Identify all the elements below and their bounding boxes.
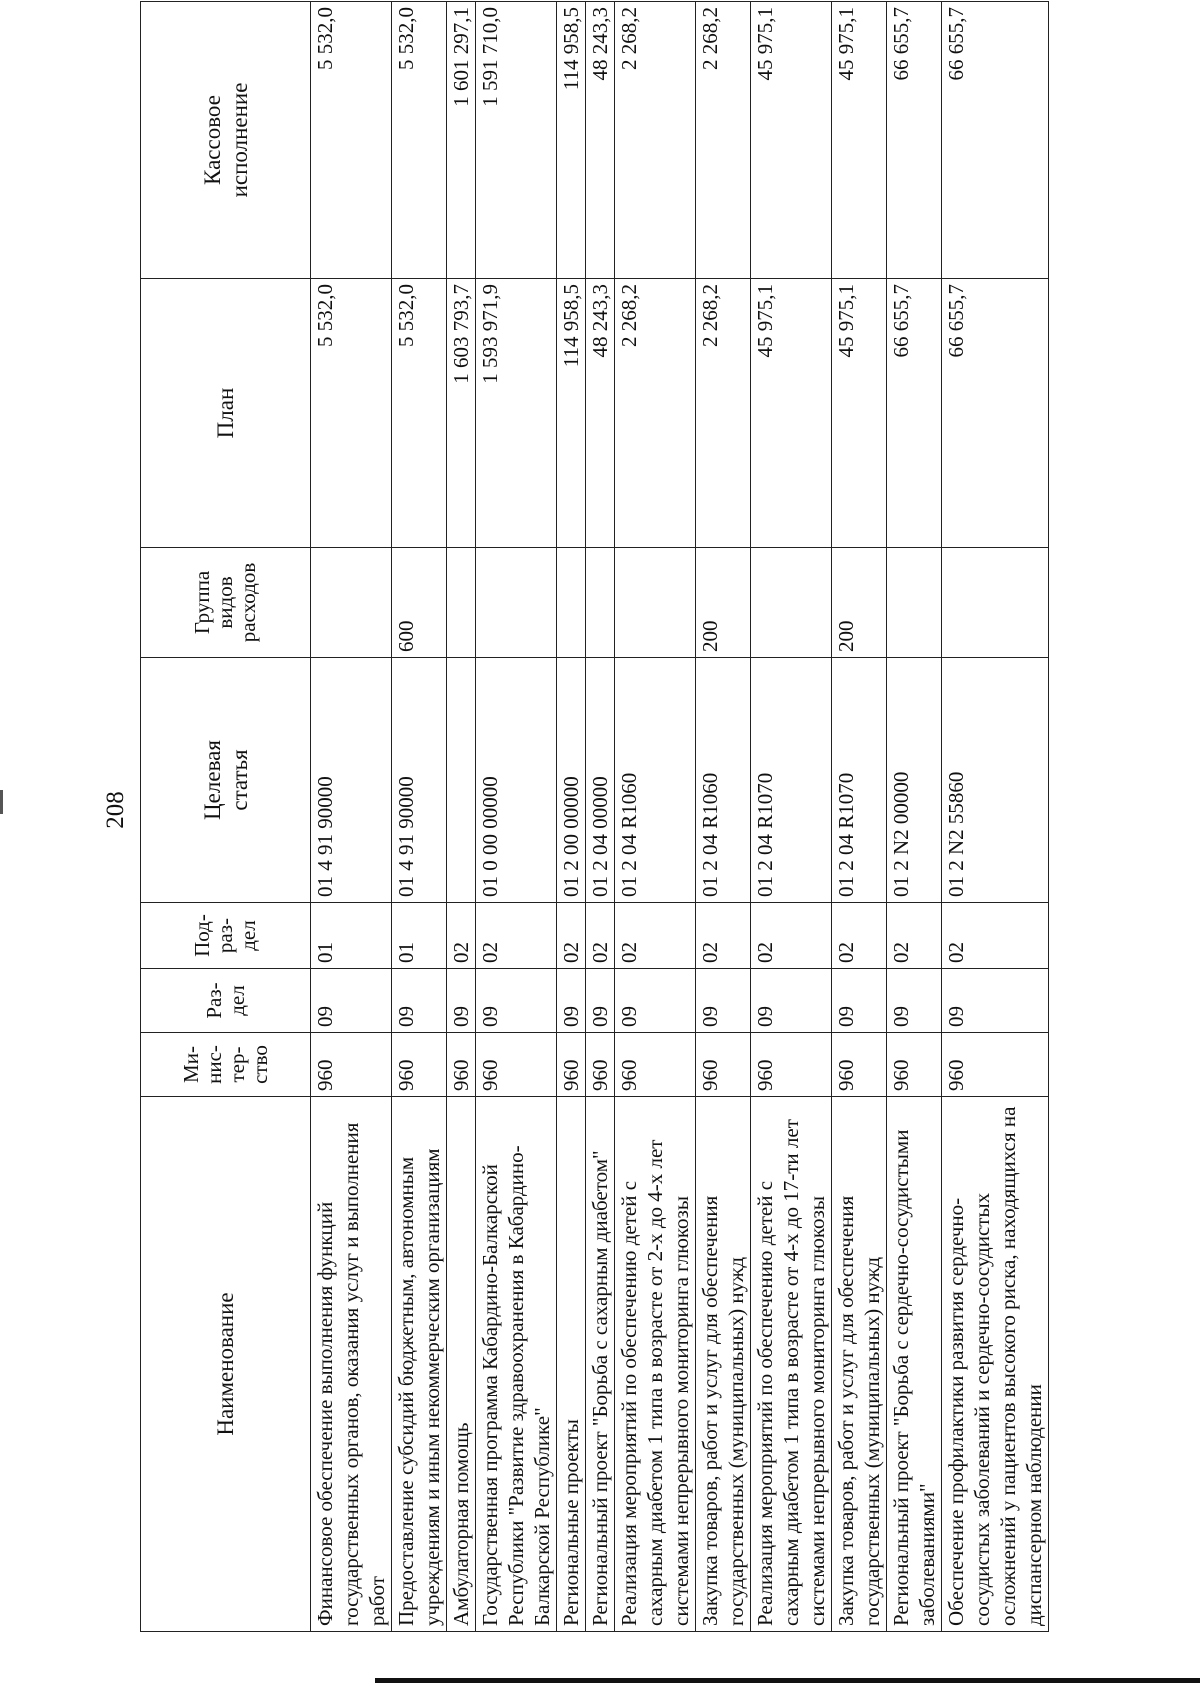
- cell-cash-execution: 1 591 710,0: [476, 2, 557, 279]
- cell-cash-execution: 5 532,0: [392, 2, 447, 279]
- cell-plan: 5 532,0: [392, 279, 447, 548]
- cell-expense-group: 200: [696, 548, 751, 658]
- cell-ministry: 960: [392, 1033, 447, 1097]
- cell-plan: 45 975,1: [832, 279, 887, 548]
- table-row: [392, 2, 447, 1632]
- cell-plan: 1 603 793,7: [447, 279, 476, 548]
- cell-cash-execution: 66 655,7: [887, 2, 942, 279]
- cell-section: 09: [615, 969, 696, 1033]
- header-subsection: Под- раз- дел: [141, 903, 311, 969]
- cell-name: Реализация мероприятий по обеспечению детей с сахарным диабетом 1 типа в возрасте от 2-х до 4-х лет системами непрерывного мониторинга глюкозы: [615, 1097, 696, 1632]
- cell-plan: 66 655,7: [942, 279, 1049, 548]
- cell-subsection: 01: [392, 903, 447, 969]
- cell-target-article: 01 2 04 R1060: [696, 658, 751, 903]
- header-ministry: Ми- нис- тер- ство: [141, 1033, 311, 1097]
- cell-section: 09: [696, 969, 751, 1033]
- cell-target-article: 01 2 04 R1060: [615, 658, 696, 903]
- cell-subsection: 02: [696, 903, 751, 969]
- cell-ministry: 960: [887, 1033, 942, 1097]
- cell-cash-execution: 114 958,5: [557, 2, 586, 279]
- cell-target-article: 01 2 00 00000: [557, 658, 586, 903]
- cell-name: Закупка товаров, работ и услуг для обеспечения государственных (муниципальных) нужд: [696, 1097, 751, 1632]
- cell-ministry: 960: [476, 1033, 557, 1097]
- cell-ministry: 960: [942, 1033, 1049, 1097]
- cell-target-article: 01 4 91 90000: [392, 658, 447, 903]
- cell-name: Государственная программа Кабардино-Балкарской Республики "Развитие здравоохранения в Кабардино-Балкарской Республике": [476, 1097, 557, 1632]
- cell-name: Финансовое обеспечение выполнения функций государственных органов, оказания услуг и выполнения работ: [311, 1097, 392, 1632]
- cell-subsection: 02: [887, 903, 942, 969]
- cell-subsection: 02: [476, 903, 557, 969]
- cell-section: 09: [476, 969, 557, 1033]
- cell-expense-group: [311, 548, 392, 658]
- cell-target-article: [447, 658, 476, 903]
- cell-subsection: 02: [557, 903, 586, 969]
- cell-plan: 66 655,7: [887, 279, 942, 548]
- cell-plan: 48 243,3: [586, 279, 615, 548]
- cell-expense-group: 600: [392, 548, 447, 658]
- cell-target-article: 01 2 N2 00000: [887, 658, 942, 903]
- cell-expense-group: [476, 548, 557, 658]
- cell-section: 09: [311, 969, 392, 1033]
- cell-ministry: 960: [832, 1033, 887, 1097]
- cell-cash-execution: 45 975,1: [832, 2, 887, 279]
- cell-cash-execution: 2 268,2: [696, 2, 751, 279]
- cell-name: Обеспечение профилактики развития сердечно-сосудистых заболеваний и сердечно-сосудистых осложнений у пациентов высокого риска, находящихся на диспансерном наблюдении: [942, 1097, 1049, 1632]
- table-row: [887, 2, 942, 1632]
- cell-section: 09: [832, 969, 887, 1033]
- cell-target-article: 01 0 00 00000: [476, 658, 557, 903]
- cell-subsection: 02: [447, 903, 476, 969]
- cell-cash-execution: 48 243,3: [586, 2, 615, 279]
- cell-plan: 1 593 971,9: [476, 279, 557, 548]
- cell-section: 09: [586, 969, 615, 1033]
- cell-plan: 45 975,1: [751, 279, 832, 548]
- cell-name: Предоставление субсидий бюджетным, автономным учреждениям и иным некоммерческим организациям: [392, 1097, 447, 1632]
- cell-cash-execution: 5 532,0: [311, 2, 392, 279]
- cell-subsection: 02: [615, 903, 696, 969]
- cell-name: Региональный проект "Борьба с сахарным диабетом": [586, 1097, 615, 1632]
- cell-section: 09: [392, 969, 447, 1033]
- header-cash-execution: Кассовое исполнение: [141, 2, 311, 279]
- header-target-article: Целевая статья: [141, 658, 311, 903]
- header-name: Наименование: [141, 1097, 311, 1632]
- cell-subsection: 02: [832, 903, 887, 969]
- cell-plan: 114 958,5: [557, 279, 586, 548]
- cell-name: Закупка товаров, работ и услуг для обеспечения государственных (муниципальных) нужд: [832, 1097, 887, 1632]
- cell-section: 09: [557, 969, 586, 1033]
- table-row: [447, 2, 476, 1632]
- cell-ministry: 960: [751, 1033, 832, 1097]
- cell-ministry: 960: [447, 1033, 476, 1097]
- cell-cash-execution: 66 655,7: [942, 2, 1049, 279]
- cell-name: Региональные проекты: [557, 1097, 586, 1632]
- budget-table: [140, 1, 1049, 1632]
- cell-expense-group: [557, 548, 586, 658]
- cell-name: Амбулаторная помощь: [447, 1097, 476, 1632]
- cell-ministry: 960: [696, 1033, 751, 1097]
- cell-subsection: 02: [751, 903, 832, 969]
- cell-expense-group: [887, 548, 942, 658]
- cell-ministry: 960: [557, 1033, 586, 1097]
- header-plan: План: [141, 279, 311, 548]
- table-row: [751, 2, 832, 1632]
- cell-plan: 2 268,2: [696, 279, 751, 548]
- cell-cash-execution: 2 268,2: [615, 2, 696, 279]
- cell-expense-group: [586, 548, 615, 658]
- cell-subsection: 01: [311, 903, 392, 969]
- cell-target-article: 01 2 04 00000: [586, 658, 615, 903]
- cell-name: Реализация мероприятий по обеспечению детей с сахарным диабетом 1 типа в возрасте от 4-х до 17-ти лет системами непрерывного мониторинга глюкозы: [751, 1097, 832, 1632]
- cell-expense-group: [751, 548, 832, 658]
- cell-cash-execution: 45 975,1: [751, 2, 832, 279]
- cell-target-article: 01 2 04 R1070: [832, 658, 887, 903]
- header-expense-group: Группа видов расходов: [141, 548, 311, 658]
- scan-bottom-edge: [375, 1678, 1200, 1683]
- cell-plan: 5 532,0: [311, 279, 392, 548]
- cell-subsection: 02: [942, 903, 1049, 969]
- cell-section: 09: [887, 969, 942, 1033]
- cell-ministry: 960: [615, 1033, 696, 1097]
- table-header-row: [141, 2, 311, 1632]
- cell-target-article: 01 2 N2 55860: [942, 658, 1049, 903]
- cell-section: 09: [942, 969, 1049, 1033]
- cell-expense-group: 200: [832, 548, 887, 658]
- table-row: [615, 2, 696, 1632]
- cell-subsection: 02: [586, 903, 615, 969]
- cell-name: Региональный проект "Борьба с сердечно-сосудистыми заболеваниями": [887, 1097, 942, 1632]
- table-row: [696, 2, 751, 1632]
- header-section: Раз- дел: [141, 969, 311, 1033]
- cell-target-article: 01 2 04 R1070: [751, 658, 832, 903]
- table-row: [586, 2, 615, 1632]
- table-row: [557, 2, 586, 1632]
- budget-table-sheet: [140, 2, 1140, 1632]
- table-row: [942, 2, 1049, 1632]
- cell-ministry: 960: [311, 1033, 392, 1097]
- scan-edge-mark: [0, 790, 3, 814]
- cell-target-article: 01 4 91 90000: [311, 658, 392, 903]
- page-number: 208: [102, 791, 129, 829]
- cell-section: 09: [751, 969, 832, 1033]
- cell-expense-group: [447, 548, 476, 658]
- cell-expense-group: [942, 548, 1049, 658]
- cell-section: 09: [447, 969, 476, 1033]
- cell-expense-group: [615, 548, 696, 658]
- table-row: [311, 2, 392, 1632]
- table-row: [832, 2, 887, 1632]
- table-row: [476, 2, 557, 1632]
- cell-cash-execution: 1 601 297,1: [447, 2, 476, 279]
- cell-ministry: 960: [586, 1033, 615, 1097]
- cell-plan: 2 268,2: [615, 279, 696, 548]
